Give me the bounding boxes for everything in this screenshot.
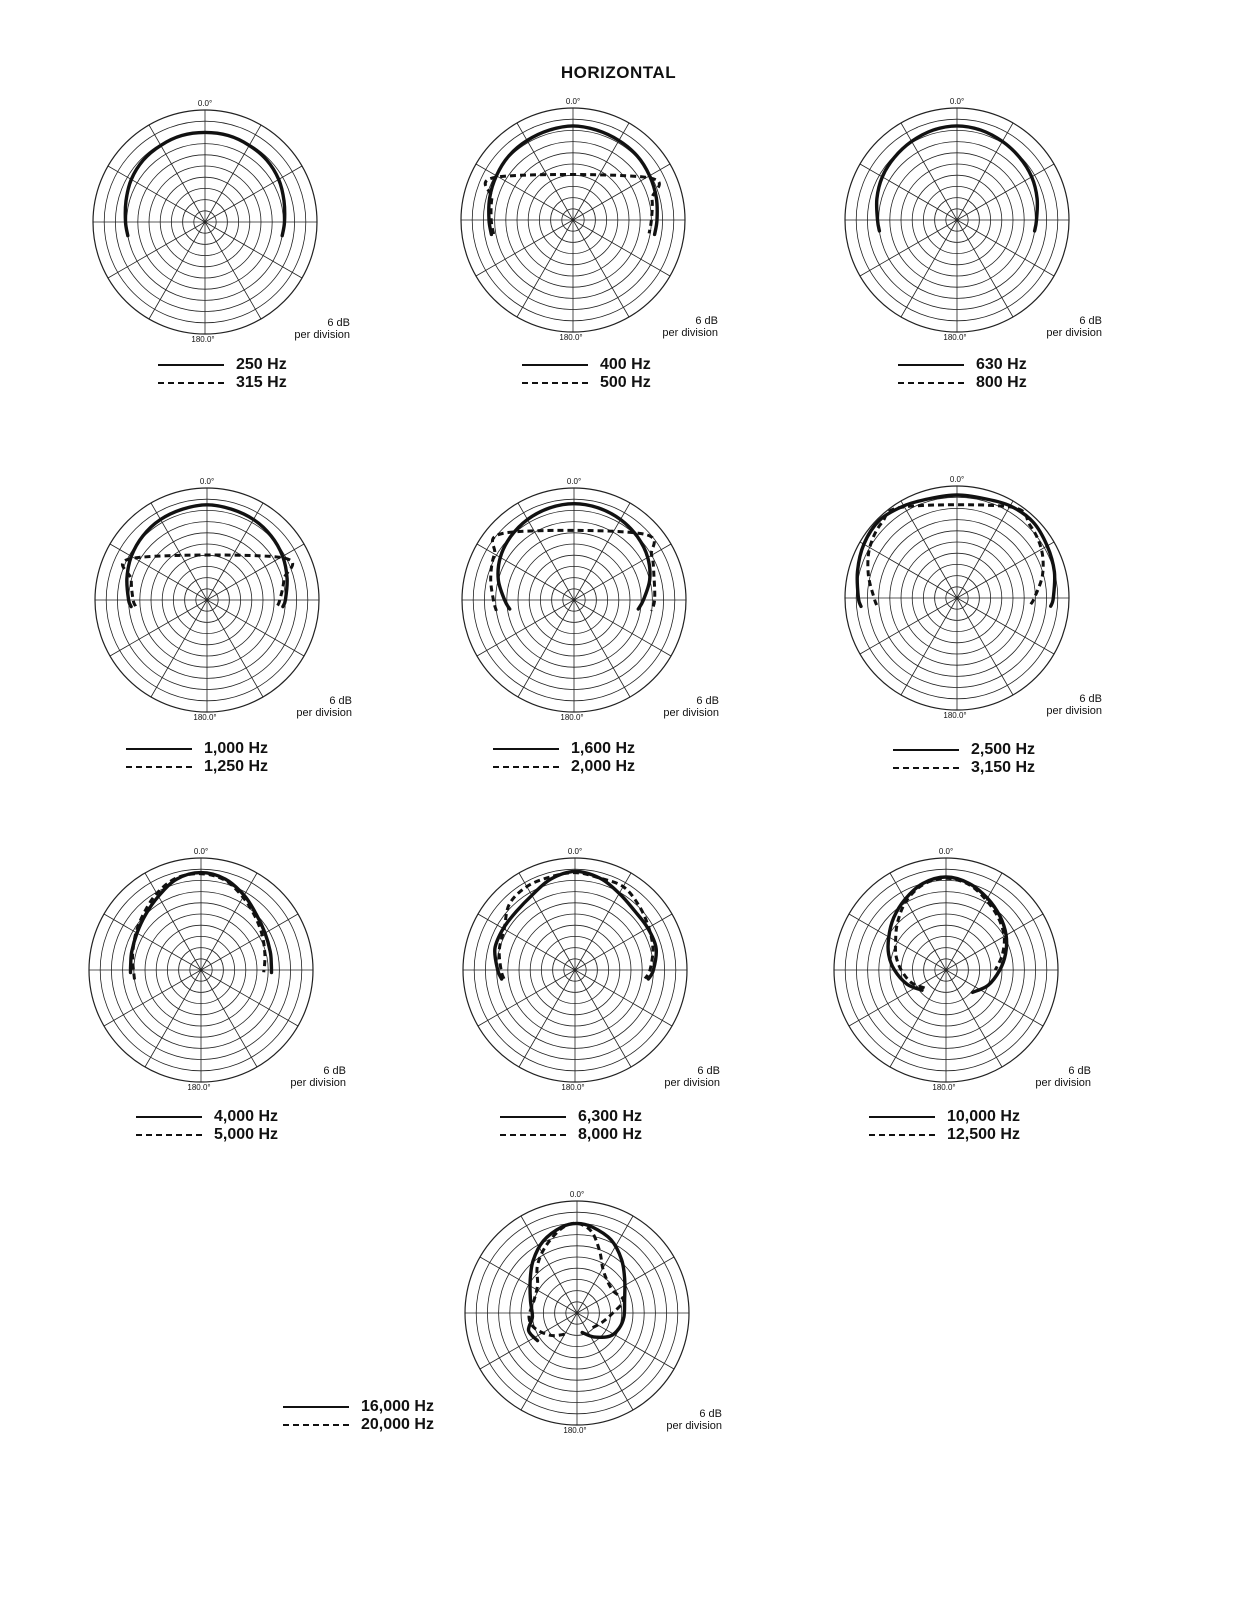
legend-line-sample: [126, 748, 192, 750]
polar-chart-6: [845, 475, 1102, 720]
polar-grid: [89, 858, 313, 1082]
legend-entry: [893, 759, 1035, 777]
bottom-angle-label: 180.0°: [943, 711, 967, 720]
scale-unit-label: per division: [1035, 1077, 1091, 1089]
legend-line-sample: [126, 766, 192, 768]
legend-entry: [136, 1126, 278, 1144]
top-angle-label: 0.0°: [569, 1190, 585, 1199]
legend-9: [869, 1108, 1020, 1144]
top-angle-label: 0.0°: [938, 847, 954, 856]
legend-line-sample: [893, 767, 959, 769]
legend-label: 5,000 Hz: [214, 1126, 279, 1143]
top-angle-label: 0.0°: [949, 97, 965, 106]
legend-entry: [500, 1108, 642, 1126]
legend-entry: [158, 374, 287, 392]
legend-2: [522, 356, 651, 392]
legend-label: 1,000 Hz: [204, 740, 269, 757]
bottom-angle-label: 180.0°: [560, 713, 584, 722]
grid-spoke: [519, 970, 575, 1067]
grid-spoke: [151, 503, 207, 600]
grid-spoke: [901, 123, 957, 220]
grid-spoke: [201, 914, 298, 970]
scale-label: 6 dB: [327, 317, 350, 329]
grid-spoke: [574, 544, 671, 600]
grid-spoke: [957, 220, 1054, 276]
grid-spoke: [957, 501, 1013, 598]
legend-label: 1,600 Hz: [571, 740, 636, 757]
legend-entry: [493, 740, 635, 758]
legend-line-sample: [136, 1116, 202, 1118]
legend-label: 400 Hz: [600, 356, 651, 373]
scale-unit-label: per division: [1046, 327, 1102, 339]
legend-entry: [158, 356, 287, 374]
grid-spoke: [151, 600, 207, 697]
legend-3: [898, 356, 1027, 392]
bottom-angle-label: 180.0°: [561, 1083, 585, 1092]
grid-spoke: [957, 542, 1054, 598]
legend-line-sample: [136, 1134, 202, 1136]
grid-spoke: [149, 222, 205, 319]
grid-spoke: [575, 970, 631, 1067]
polar-chart-9: [834, 847, 1091, 1092]
legend-entry: [283, 1416, 434, 1434]
grid-spoke: [518, 503, 574, 600]
legend-entry: [869, 1108, 1020, 1126]
grid-spoke: [201, 873, 257, 970]
legend-entry: [522, 374, 651, 392]
series-line-solid: [857, 495, 1055, 606]
scale-unit-label: per division: [290, 1077, 346, 1089]
legend-line-sample: [522, 364, 588, 366]
top-angle-label: 0.0°: [567, 847, 583, 856]
polar-grid: [834, 858, 1058, 1082]
scale-label: 6 dB: [1079, 693, 1102, 705]
legend-entry: [126, 758, 268, 776]
grid-spoke: [205, 222, 302, 278]
grid-spoke: [849, 970, 946, 1026]
grid-spoke: [478, 914, 575, 970]
grid-spoke: [104, 970, 201, 1026]
series-line-dashed: [485, 174, 659, 234]
grid-spoke: [104, 914, 201, 970]
top-angle-label: 0.0°: [949, 475, 965, 484]
legend-label: 4,000 Hz: [214, 1108, 279, 1125]
legend-label: 20,000 Hz: [361, 1416, 434, 1433]
grid-spoke: [577, 1313, 674, 1369]
legend-line-sample: [493, 766, 559, 768]
grid-spoke: [477, 544, 574, 600]
legend-line-sample: [898, 382, 964, 384]
bottom-angle-label: 180.0°: [932, 1083, 956, 1092]
legend-4: [126, 740, 268, 776]
bottom-angle-label: 180.0°: [191, 335, 215, 344]
legend-label: 6,300 Hz: [578, 1108, 643, 1125]
legend-entry: [898, 374, 1027, 392]
scale-label: 6 dB: [697, 1065, 720, 1077]
grid-spoke: [860, 220, 957, 276]
grid-spoke: [201, 970, 298, 1026]
grid-spoke: [573, 123, 629, 220]
top-angle-label: 0.0°: [199, 477, 215, 486]
bottom-angle-label: 180.0°: [943, 333, 967, 342]
grid-spoke: [205, 166, 302, 222]
legend-6: [893, 741, 1035, 777]
legend-label: 3,150 Hz: [971, 759, 1036, 776]
scale-label: 6 dB: [329, 695, 352, 707]
legend-label: 315 Hz: [236, 374, 287, 391]
scale-unit-label: per division: [664, 1077, 720, 1089]
grid-spoke: [575, 914, 672, 970]
grid-spoke: [849, 914, 946, 970]
grid-spoke: [901, 501, 957, 598]
top-angle-label: 0.0°: [193, 847, 209, 856]
grid-spoke: [207, 503, 263, 600]
legend-line-sample: [283, 1406, 349, 1408]
legend-line-sample: [869, 1134, 935, 1136]
scale-label: 6 dB: [1068, 1065, 1091, 1077]
polar-chart-3: [845, 97, 1102, 342]
grid-spoke: [890, 970, 946, 1067]
scale-label: 6 dB: [696, 695, 719, 707]
grid-spoke: [207, 544, 304, 600]
legend-line-sample: [158, 382, 224, 384]
polar-chart-10: [465, 1190, 722, 1435]
grid-spoke: [957, 123, 1013, 220]
series-line-dashed: [499, 873, 653, 979]
grid-spoke: [205, 222, 261, 319]
grid-spoke: [478, 970, 575, 1026]
grid-spoke: [149, 125, 205, 222]
grid-spoke: [957, 164, 1054, 220]
grid-spoke: [518, 600, 574, 697]
grid-spoke: [108, 166, 205, 222]
polar-chart-8: [463, 847, 720, 1092]
grid-spoke: [110, 544, 207, 600]
legend-label: 8,000 Hz: [578, 1126, 643, 1143]
grid-spoke: [477, 600, 574, 656]
bottom-angle-label: 180.0°: [187, 1083, 211, 1092]
grid-spoke: [145, 970, 201, 1067]
grid-spoke: [207, 600, 304, 656]
grid-spoke: [901, 598, 957, 695]
scale-unit-label: per division: [663, 707, 719, 719]
scale-unit-label: per division: [662, 327, 718, 339]
top-angle-label: 0.0°: [566, 477, 582, 486]
top-angle-label: 0.0°: [565, 97, 581, 106]
polar-grid: [461, 108, 685, 332]
legend-label: 1,250 Hz: [204, 758, 269, 775]
scale-label: 6 dB: [1079, 315, 1102, 327]
grid-spoke: [860, 598, 957, 654]
polar-grid: [465, 1201, 689, 1425]
legend-8: [500, 1108, 642, 1144]
legend-label: 10,000 Hz: [947, 1108, 1020, 1125]
grid-spoke: [946, 914, 1043, 970]
grid-spoke: [517, 220, 573, 317]
grid-spoke: [108, 222, 205, 278]
grid-spoke: [957, 598, 1054, 654]
grid-spoke: [145, 873, 201, 970]
legend-label: 2,500 Hz: [971, 741, 1036, 758]
grid-spoke: [946, 970, 1002, 1067]
grid-spoke: [205, 125, 261, 222]
legend-line-sample: [898, 364, 964, 366]
legend-line-sample: [893, 749, 959, 751]
grid-spoke: [574, 600, 630, 697]
top-angle-label: 0.0°: [197, 99, 213, 108]
grid-spoke: [573, 220, 629, 317]
grid-spoke: [860, 164, 957, 220]
polar-chart-7: [89, 847, 346, 1092]
grid-spoke: [110, 600, 207, 656]
legend-entry: [493, 758, 635, 776]
scale-unit-label: per division: [1046, 705, 1102, 717]
page-title: HORIZONTAL: [560, 63, 677, 82]
grid-spoke: [574, 600, 671, 656]
polar-chart-5: [462, 477, 719, 722]
bottom-angle-label: 180.0°: [563, 1426, 587, 1435]
grid-spoke: [574, 503, 630, 600]
legend-7: [136, 1108, 278, 1144]
polar-grid: [462, 488, 686, 712]
polar-chart-4: [95, 477, 352, 722]
legend-line-sample: [869, 1116, 935, 1118]
scale-unit-label: per division: [294, 329, 350, 341]
polar-chart-2: [461, 97, 718, 342]
grid-spoke: [207, 600, 263, 697]
legend-line-sample: [500, 1134, 566, 1136]
legend-label: 12,500 Hz: [947, 1126, 1020, 1143]
grid-spoke: [957, 598, 1013, 695]
grid-spoke: [901, 220, 957, 317]
grid-spoke: [860, 542, 957, 598]
legend-label: 250 Hz: [236, 356, 287, 373]
legend-line-sample: [283, 1424, 349, 1426]
scale-label: 6 dB: [323, 1065, 346, 1077]
legend-entry: [898, 356, 1027, 374]
legend-line-sample: [500, 1116, 566, 1118]
legend-label: 500 Hz: [600, 374, 651, 391]
legend-entry: [869, 1126, 1020, 1144]
grid-spoke: [577, 1313, 633, 1410]
grid-spoke: [957, 220, 1013, 317]
legend-5: [493, 740, 635, 776]
legend-entry: [136, 1108, 278, 1126]
grid-spoke: [517, 123, 573, 220]
scale-unit-label: per division: [296, 707, 352, 719]
legend-line-sample: [158, 364, 224, 366]
legend-10: [283, 1398, 434, 1434]
grid-spoke: [575, 970, 672, 1026]
legend-entry: [500, 1126, 642, 1144]
scale-label: 6 dB: [695, 315, 718, 327]
legend-label: 16,000 Hz: [361, 1398, 434, 1415]
bottom-angle-label: 180.0°: [559, 333, 583, 342]
legend-label: 800 Hz: [976, 374, 1027, 391]
legend-label: 2,000 Hz: [571, 758, 636, 775]
legend-entry: [893, 741, 1035, 759]
polar-chart-1: [93, 99, 350, 344]
legend-line-sample: [493, 748, 559, 750]
legend-1: [158, 356, 287, 392]
legend-label: 630 Hz: [976, 356, 1027, 373]
legend-entry: [283, 1398, 434, 1416]
legend-entry: [522, 356, 651, 374]
scale-label: 6 dB: [699, 1408, 722, 1420]
grid-spoke: [201, 970, 257, 1067]
scale-unit-label: per division: [666, 1420, 722, 1432]
legend-entry: [126, 740, 268, 758]
bottom-angle-label: 180.0°: [193, 713, 217, 722]
legend-line-sample: [522, 382, 588, 384]
